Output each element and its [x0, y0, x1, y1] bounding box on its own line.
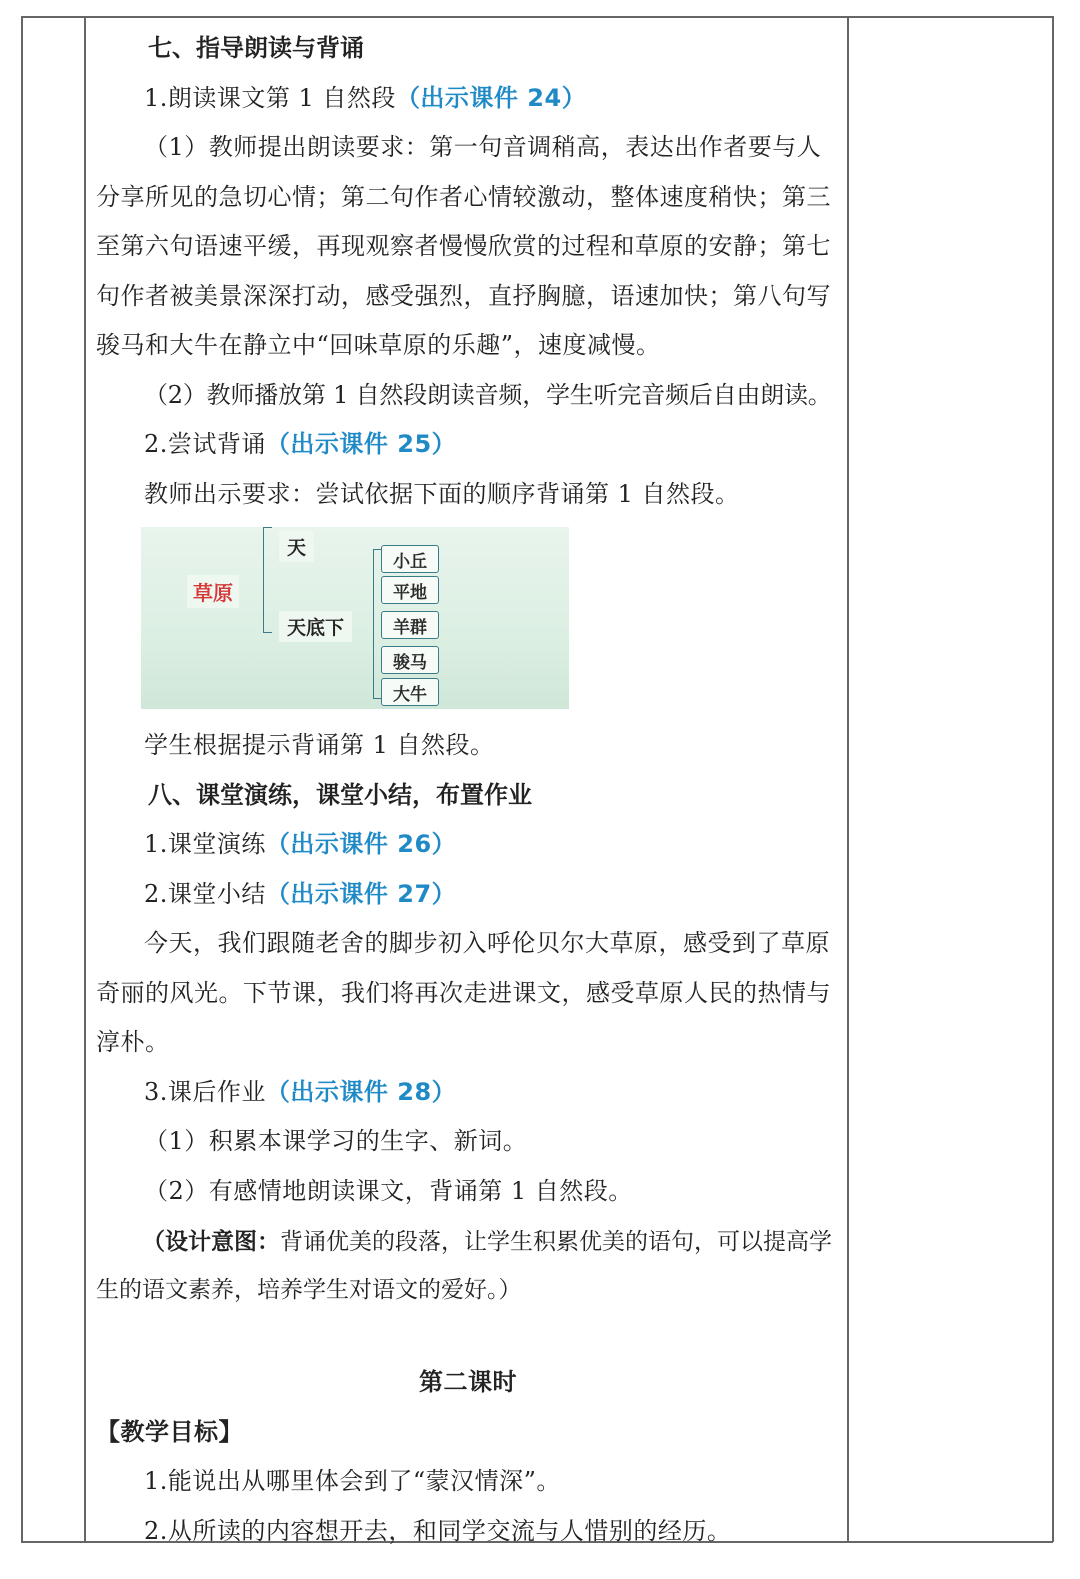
recitation-order-diagram: [141, 527, 569, 709]
diagram-leaf: 大牛: [381, 678, 439, 706]
diagram-bracket-root: [263, 527, 272, 633]
teaching-goal-2: 2.从所读的内容想开去，和同学交流与人惜别的经历。: [144, 1516, 732, 1545]
lesson2-title: 第二课时: [419, 1368, 517, 1396]
diagram-node-sky: 天: [279, 531, 314, 562]
section7-after-diagram: 学生根据提示背诵第 1 自然段。: [144, 731, 495, 759]
table-border-col1: [84, 16, 86, 1542]
homework-1: （1）积累本课学习的生字、新词。: [144, 1127, 528, 1155]
diagram-leaf: 小丘: [381, 545, 439, 573]
design-intent-label: （设计意图：: [142, 1229, 280, 1255]
section7-item2: 2.尝试背诵（出示课件 25）: [144, 430, 457, 458]
teaching-goal-1: 1.能说出从哪里体会到了“蒙汉情深”。: [144, 1467, 561, 1495]
courseware-ref: （出示课件 26）: [265, 830, 457, 858]
section8-title: 八、课堂演练，课堂小结，布置作业: [148, 780, 532, 809]
section8-summary: 今天，我们跟随老舍的脚步初入呼伦贝尔大草原，感受到了草原奇丽的风光。下节课，我们将再次走进课文，感受草原人民的热情与淳朴。: [96, 929, 831, 1056]
design-intent: （设计意图：背诵优美的段落，让学生积累优美的语句，可以提高学生的语文素养，培养学生对语文的爱好。）: [96, 1229, 832, 1303]
diagram-leaf: 羊群: [381, 611, 439, 639]
courseware-ref: （出示课件 28）: [265, 1077, 457, 1106]
section7-item2-requirement: 教师出示要求：尝试依据下面的顺序背诵第 1 自然段。: [144, 479, 740, 508]
table-border-left: [21, 16, 23, 1542]
table-border-right: [1052, 16, 1054, 1542]
section8-item3: 3.课后作业（出示课件 28）: [144, 1077, 457, 1106]
section7-para1: （1）教师提出朗读要求：第一句音调稍高，表达出作者要与人分享所见的急切心情；第二句作者心情较激动，整体速度稍快；第三至第六句语速平缓，再现观察者慢慢欣赏的过程和草原的安静；第七句作者被美景深深打动，感受强烈，直抒胸臆，语速加快；第八句写骏马和大牛在静立中“回味草原的乐趣”，速度减慢。: [96, 133, 831, 359]
section8-item1: 1.课堂演练（出示课件 26）: [144, 830, 457, 858]
courseware-ref: （出示课件 27）: [265, 879, 457, 908]
diagram-root: 草原: [187, 575, 239, 608]
courseware-ref: （出示课件 25）: [265, 430, 457, 458]
diagram-leaf: 平地: [381, 576, 439, 604]
section7-para2: （2）教师播放第 1 自然段朗读音频，学生听完音频后自由朗读。: [144, 380, 832, 409]
courseware-ref: （出示课件 24）: [395, 83, 587, 112]
section7-title: 七、指导朗读与背诵: [148, 34, 364, 62]
diagram-leaf: 骏马: [381, 646, 439, 674]
diagram-node-under-sky: 天底下: [279, 611, 352, 642]
section8-item2: 2.课堂小结（出示课件 27）: [144, 879, 457, 908]
teaching-goals-heading: 【教学目标】: [96, 1417, 243, 1446]
table-border-col2: [847, 16, 849, 1542]
section7-item1: 1.朗读课文第 1 自然段（出示课件 24）: [144, 83, 587, 112]
lesson-content: [96, 24, 840, 1556]
homework-2: （2）有感情地朗读课文，背诵第 1 自然段。: [144, 1176, 633, 1205]
table-top-border: [21, 16, 1053, 18]
